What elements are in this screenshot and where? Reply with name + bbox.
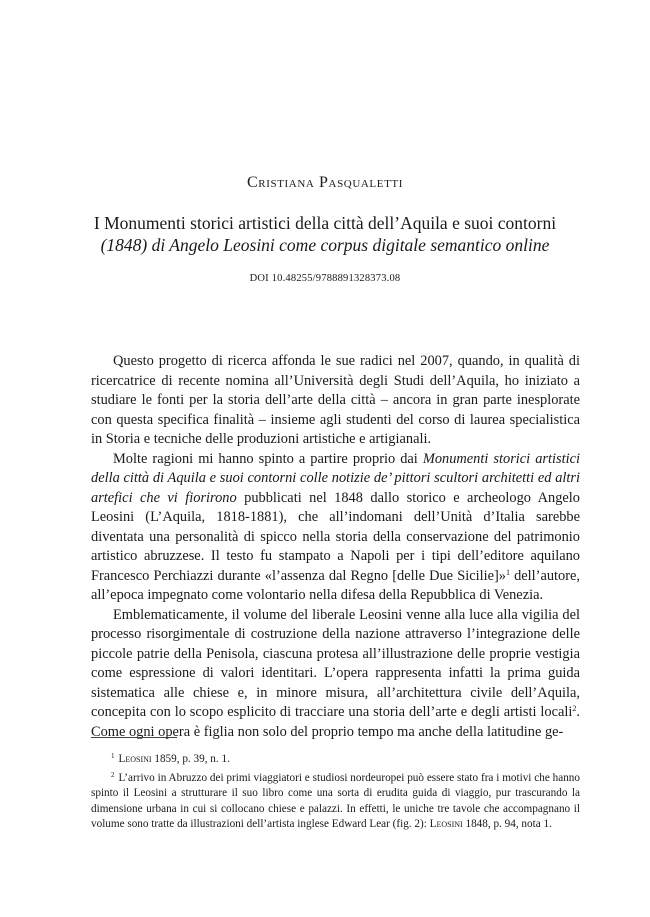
chapter-title-line-1: I Monumenti storici artistici della città dell’Aquila e suoi contorni — [93, 213, 557, 233]
paragraph-2 — [91, 450, 580, 606]
footnote-ref-1: 1 — [505, 567, 510, 577]
footnote-2 — [91, 771, 580, 833]
paragraph-2-text-c: dell’autore, all’epoca impegnato come volontario nella difesa della Repubblica di Venezia. — [91, 567, 580, 603]
footnote-1-author: Leosini — [118, 753, 152, 765]
footnote-2-tail: 1848, p. 94, nota 1. — [462, 818, 552, 831]
footnote-ref-2: 2 — [572, 704, 577, 713]
paragraph-3 — [91, 606, 580, 743]
chapter-title — [60, 212, 590, 256]
footnote-2-number: 2 — [111, 770, 115, 779]
chapter-title-line-2: (1848) di Angelo Leosini come corpus digitale semantico online — [100, 235, 550, 255]
footnote-2-text: L’arrivo in Abruzzo dei primi viaggiatori e studiosi nordeuropei può essere stato fra i motivi che hanno spinto il Leosini a strutturare il suo libro come una sorta di erudita guida di viaggio, pur trascurando la dimensione urbana in cui si collocano chiese e palazzi. In effetti, le uniche tre tavole che accompagnano il volume sono tratte da illustrazioni dell’artista inglese Edward Lear (fig. 2): — [91, 771, 580, 831]
paragraph-3-text-a: Emblematicamente, il volume del liberale Leosini venne alla luce alla vigilia del processo risorgimentale di costruzione della nazione attraverso l’integrazione delle piccole patrie della Penisola, ciascuna protesa all’illustrazione delle proprie vestigia come espressione di valori identitari. L’opera rappresenta infatti la prima guida sistematica alle chiese e, in minore misura, all’architettura civile dell’Aquila, concepita con lo scopo esplicito di tracciare una storia dell’arte e degli artisti locali — [91, 606, 580, 720]
paragraph-2-text-a: Molte ragioni mi hanno spinto a partire proprio dai — [113, 450, 423, 467]
footnote-separator — [91, 737, 177, 738]
footnote-2-author: Leosini — [429, 818, 463, 831]
chapter-author: Cristiana Pasqualetti — [247, 174, 403, 191]
doi-identifier: DOI 10.48255/9788891328373.08 — [249, 273, 401, 284]
cited-work-title: Monumenti storici artistici della città di Aquila e suoi contorni colle notizie de’ pittori scultori architetti ed altri artefici che vi fiorirono — [91, 450, 580, 506]
footnotes — [91, 752, 580, 836]
body-text — [91, 352, 580, 742]
footnote-1-number: 1 — [111, 752, 115, 760]
paragraph-2-text-b: pubblicati nel 1848 dallo storico e archeologo Angelo Leosini (L’Aquila, 1818-1881), che all’indomani dell’Unità d’Italia sarebbe diventata una personalità di spicco nella storia della conservazione del patrimonio artistico abruzzese. Il testo fu stampato a Napoli per i tipi dell’editore aquilano Francesco Perchiazzi durante «l’assenza dal Regno [delle Due Sicilie]» — [91, 489, 580, 584]
paragraph-3-text-b: . Come ogni opera è figlia non solo del proprio tempo ma anche della latitudine ge- — [91, 704, 580, 740]
footnote-1-text: 1859, p. 39, n. 1. — [151, 753, 230, 765]
paragraph-1: Questo progetto di ricerca affonda le sue radici nel 2007, quando, in qualità di ricercatrice di recente nomina all’Università degli Studi dell’Aquila, ho iniziato a studiare le fonti per la storia dell’arte della città – ancora in gran parte inesplorate con questa specifica finalità – insieme agli studenti del corso di laurea specialistica in Storia e tecniche delle produzioni artistiche e artigianali. — [91, 353, 580, 447]
footnote-1 — [91, 752, 580, 768]
